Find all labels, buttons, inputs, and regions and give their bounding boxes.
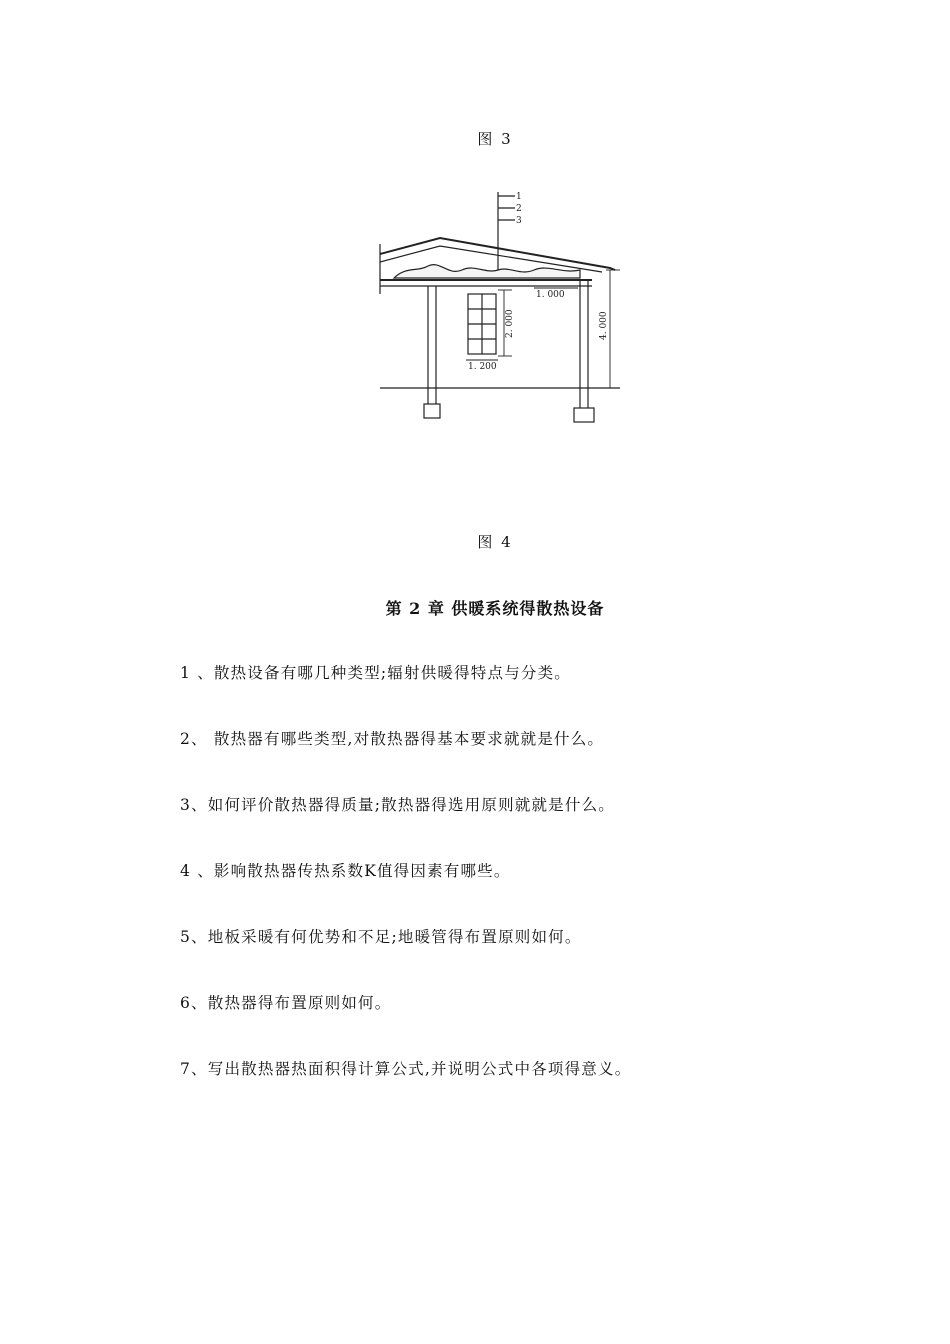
layer-label-3: 3 — [516, 216, 522, 226]
question-3: 3、如何评价散热器得质量;散热器得选用原则就就是什么。 — [180, 796, 615, 814]
question-6: 6、散热器得布置原则如何。 — [180, 994, 392, 1012]
building-section-drawing — [370, 186, 640, 466]
question-2: 2、 散热器有哪些类型,对散热器得基本要求就就是什么。 — [180, 730, 605, 748]
wall-height-dimension: 4. 000 — [599, 311, 609, 340]
figure-4-caption: 图 4 — [477, 533, 513, 551]
question-1: 1 、散热设备有哪几种类型;辐射供暖得特点与分类。 — [180, 664, 572, 682]
window-width-dimension: 1. 200 — [468, 362, 497, 372]
window-height-dimension: 2. 000 — [505, 309, 515, 338]
question-7: 7、写出散热器热面积得计算公式,并说明公式中各项得意义。 — [180, 1060, 632, 1078]
layer-label-2: 2 — [516, 204, 522, 214]
question-5: 5、地板采暖有何优势和不足;地暖管得布置原则如何。 — [180, 928, 582, 946]
chapter-title: 第 2 章 供暖系统得散热设备 — [385, 599, 605, 618]
overhang-dimension: 1. 000 — [536, 290, 565, 300]
question-4: 4 、影响散热器传热系数K值得因素有哪些。 — [180, 862, 511, 880]
figure-3-caption: 图 3 — [477, 130, 513, 148]
layer-label-1: 1 — [516, 192, 522, 202]
